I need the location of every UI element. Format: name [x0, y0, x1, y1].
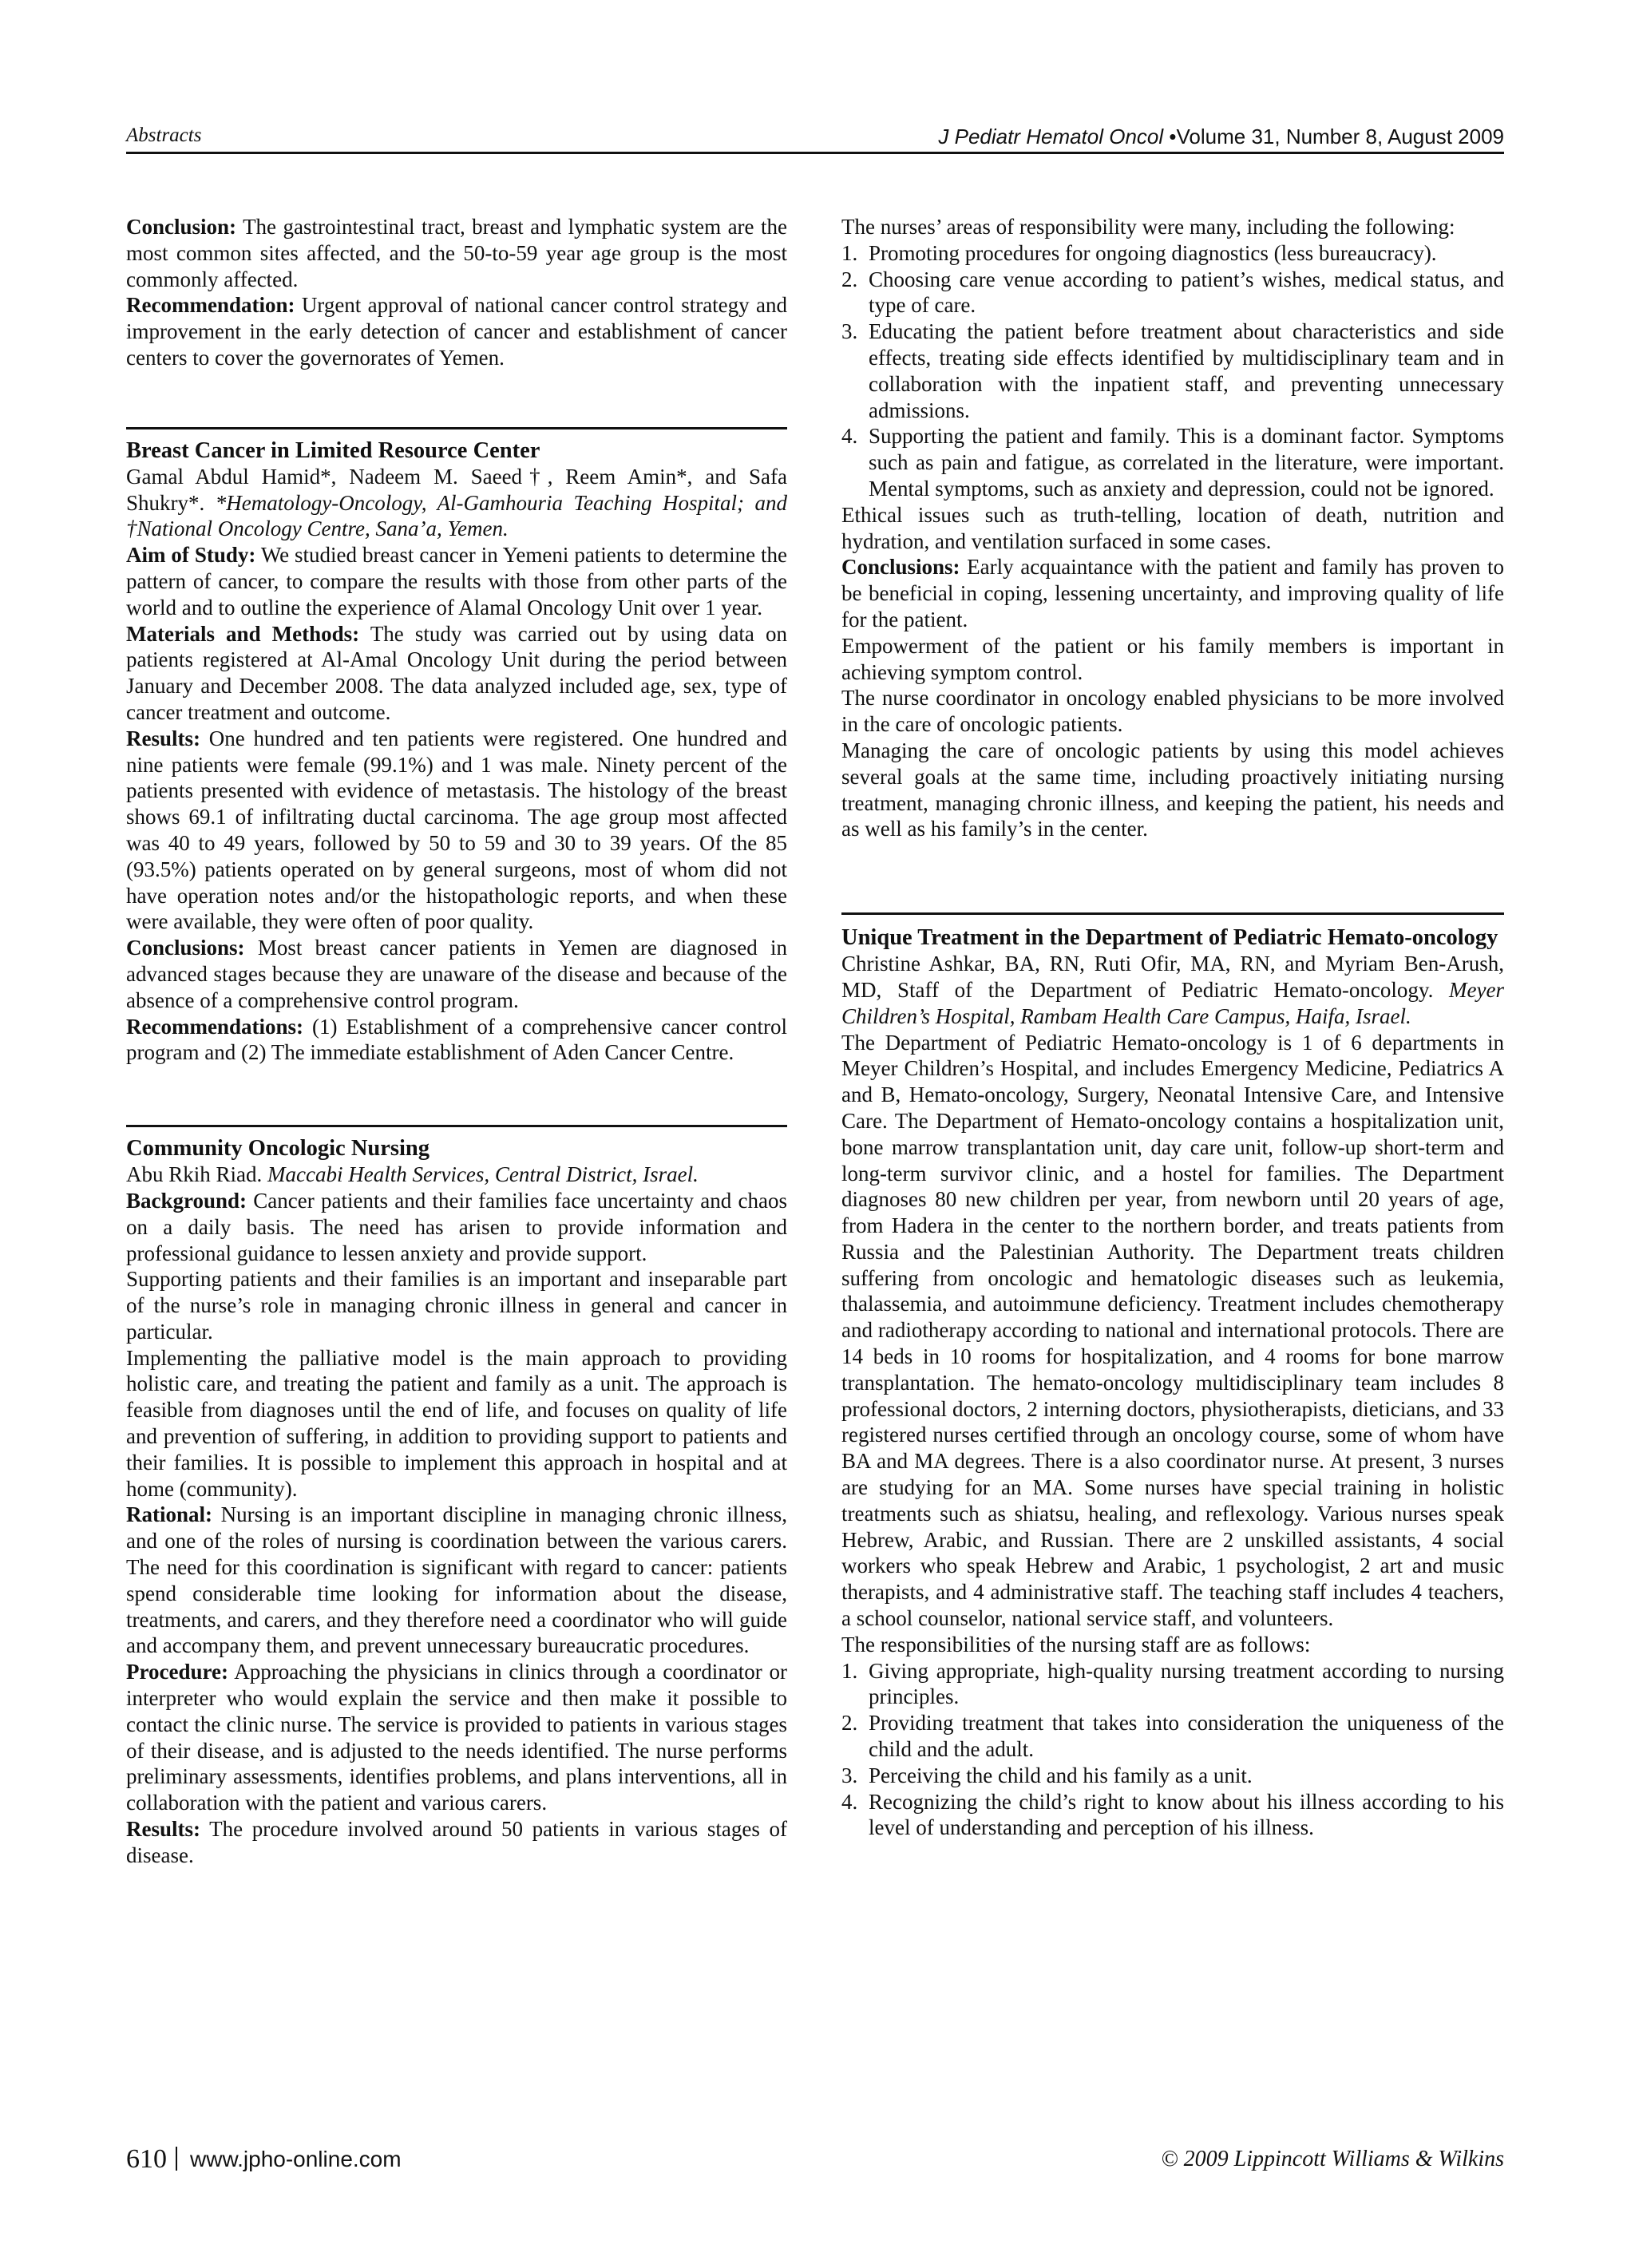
abstract-rule — [126, 1125, 787, 1127]
list-item: 3. Educating the patient before treatment about characteristics and side effects, treating side effects identified by multidisciplinary team and in collaboration with the inpatient staff, and preventing unnecessary admissions. — [841, 319, 1504, 422]
community-resp-list — [841, 240, 1504, 502]
prev-recommendation: Recommendation: Urgent approval of national cancer control strategy and improvement in the early detection of cancer and establishment of cancer centers to cover the governorates of Yemen. — [126, 293, 787, 370]
community-paragraph: Supporting patients and their families is an important and inseparable part of the nurse’s role in managing chronic illness in general and cancer in particular. — [126, 1267, 787, 1344]
list-item: 1. Giving appropriate, high-quality nursing treatment according to nursing principles. — [841, 1658, 1504, 1709]
breast-cancer-results: Results: One hundred and ten patients were registered. One hundred and nine patients were female (99.1%) and 1 was male. Ninety percent of the patients presented with evidence of metastasis. The histology of the breast shows 69.1 of infiltrating ductal carcinoma. The age group most affected was 40 to 49 years, followed by 50 to 59 and 30 to 39 years. Of the 85 (93.5%) patients operated on by general surgeons, most of whom did not have operation notes and/or the histopathologic reports, and when these were available, they were often of poor quality. — [126, 726, 787, 934]
abstract-rule — [841, 912, 1504, 915]
list-item: 4. Recognizing the child’s right to know about his illness according to his level of understanding and perception of his illness. — [841, 1789, 1504, 1840]
page-number: 610 — [126, 2144, 167, 2174]
prev-conclusion: Conclusion: The gastrointestinal tract, breast and lymphatic system are the most common sites affected, and the 50-to-59 year age group is the most commonly affected. — [126, 215, 788, 291]
breast-cancer-recommendations: Recommendations: (1) Establishment of a comprehensive cancer control program and (2) The immediate establishment of Aden Cancer Centre. — [126, 1014, 787, 1065]
footer-separator — [176, 2147, 177, 2171]
list-item: 1. Promoting procedures for ongoing diagnostics (less bureaucracy). — [841, 240, 1437, 265]
abstract-title-community-nursing: Community Oncologic Nursing — [126, 1136, 430, 1162]
journal-citation — [938, 125, 1504, 149]
page-footer — [126, 2144, 1504, 2176]
breast-cancer-methods: Materials and Methods: The study was carried out by using data on patients registered at Al-Amal Oncology Unit during the period between January and December 2008. The data analyzed included age, sex, type of cancer treatment and outcome. — [126, 621, 788, 724]
community-authors: Abu Rkih Riad. Maccabi Health Services, Central District, Israel. — [126, 1162, 699, 1187]
breast-cancer-aim: Aim of Study: We studied breast cancer in Yemeni patients to determine the pattern of cancer, to compare the results with those from other parts of the world and to outline the experience of Alamal Oncology Unit over 1 year. — [126, 543, 788, 619]
list-item: 4. Supporting the patient and family. This is a dominant factor. Symptoms such as pain and fatigue, as correlated in the literature, were important. Mental symptoms, such as anxiety and depression, could not be ignored. — [841, 424, 1504, 501]
abstract-title-breast-cancer: Breast Cancer in Limited Resource Center — [126, 437, 540, 463]
unique-authors: Christine Ashkar, BA, RN, Ruti Ofir, MA, RN, and Myriam Ben-Arush, MD, Staff of the Department of Pediatric Hemato-oncology. Meyer Children’s Hospital, Rambam Health Care Campus, Haifa, Israel. — [841, 952, 1504, 1028]
abstract-title-unique-treatment: Unique Treatment in the Department of Pediatric Hemato-oncology — [841, 925, 1498, 951]
community-managing: Managing the care of oncologic patients by using this model achieves several goals at the same time, including proactively initiating nursing treatment, managing chronic illness, and keeping the patient, his needs and as well as his family’s in the center. — [841, 738, 1504, 841]
list-item: 2. Providing treatment that takes into consideration the uniqueness of the child and the adult. — [841, 1711, 1504, 1762]
unique-affiliation: Meyer Children’s Hospital, Rambam Health Care Campus, Haifa, Israel. — [841, 977, 1504, 1028]
community-coordinator: The nurse coordinator in oncology enabled physicians to be more involved in the care of oncologic patients. — [841, 686, 1504, 737]
community-ethical: Ethical issues such as truth-telling, location of death, nutrition and hydration, and ventilation surfaced in some cases. — [841, 502, 1504, 553]
header-rule — [126, 152, 1504, 154]
copyright: © 2009 Lippincott Williams & Wilkins — [1161, 2147, 1504, 2171]
community-paragraph: Implementing the palliative model is the main approach to providing holistic care, and treating the patient and family as a unit. The approach is feasible from diagnoses until the end of life, and focuses on quality of life and prevention of suffering, in addition to providing support to patients and their families. It is possible to implement this approach in hospital and at home (community). — [126, 1345, 787, 1501]
community-background: Background: Cancer patients and their families face uncertainty and chaos on a daily basis. The need has arisen to provide information and professional guidance to lessen anxiety and provide support. — [126, 1188, 787, 1265]
community-resp-intro: The nurses’ areas of responsibility were many, including the following: — [841, 215, 1455, 239]
unique-body: The Department of Pediatric Hemato-oncology is 1 of 6 departments in Meyer Children’s Hospital, and includes Emergency Medicine, Pediatrics A and B, Hemato-oncology, Surgery, Neonatal Intensive Care, and Intensive Care. The Department of Hemato-oncology contains a hospitalization unit, bone marrow transplantation unit, day care unit, follow-up short-term and long-term survivor clinic, and a hostel for families. The Department diagnoses 80 new children per year, from newborn until 20 years of age, from Hadera in the center to the northern border, and treats patients from Russia and the Palestinian Authority. The Department treats children suffering from oncologic and hematologic diseases such as leukemia, thalassemia, and autoimmune deficiency. Treatment includes chemotherapy and radiotherapy according to national and international protocols. There are 14 beds in 10 rooms for hospitalization, and 4 rooms for bone marrow transplantation. The hemato-oncology multidisciplinary team includes 8 professional doctors, 2 interning doctors, physiotherapists, dieticians, and 33 registered nurses certified through an oncology course, some of whom have BA and MA degrees. There is a also coordinator nurse. At present, 3 nurses are studying for an MA. Some nurses have special training in holistic treatments such as shiatsu, healing, and reflexology. Various nurses speak Hebrew, Arabic, and Russian. There are 2 unskilled assistants, 4 social workers who speak Hebrew and Arabic, 1 psychologist, 2 art and music therapists, and 4 administrative staff. The teaching staff includes 4 teachers, a school counselor, national service staff, and volunteers. — [841, 1030, 1504, 1631]
community-empowerment: Empowerment of the patient or his family members is important in achieving symptom control. — [841, 633, 1504, 684]
unique-resp-list — [841, 1658, 1504, 1842]
list-item: 3. Perceiving the child and his family as a unit. — [841, 1763, 1253, 1787]
prev-conclusion-label: Conclusion: — [126, 215, 237, 239]
journal-url[interactable]: www.jpho-online.com — [190, 2147, 402, 2171]
community-results: Results: The procedure involved around 50 patients in various stages of disease. — [126, 1817, 788, 1867]
journal-issue: •Volume 31, Number 8, August 2009 — [1169, 125, 1504, 148]
community-conclusions: Conclusions: Early acquaintance with the patient and family has proven to be beneficial in coping, lessening uncertainty, and improving quality of life for the patient. — [841, 555, 1505, 631]
running-header — [126, 120, 1504, 153]
unique-resp-intro: The responsibilities of the nursing staff are as follows: — [841, 1632, 1311, 1656]
breast-cancer-authors: Gamal Abdul Hamid*, Nadeem M. Saeed†, Reem Amin*, and Safa Shukry*. *Hematology-Oncology, Al-Gamhouria Teaching Hospital; and †National Oncology Centre, Sana’a, Yemen. — [126, 464, 788, 541]
community-rational: Rational: Nursing is an important discipline in managing chronic illness, and one of the roles of nursing is coordination between the various carers. The need for this coordination is significant with regard to cancer: patients spend considerable time looking for information about the disease, treatments, and carers, and they therefore need a coordinator who will guide and accompany them, and prevent unnecessary bureaucratic procedures. — [126, 1502, 788, 1658]
right-column — [841, 214, 1504, 1841]
breast-cancer-conclusions: Conclusions: Most breast cancer patients in Yemen are diagnosed in advanced stages because they are unaware of the disease and because of the absence of a comprehensive control program. — [126, 936, 788, 1012]
breast-cancer-affiliation: *Hematology-Oncology, Al-Gamhouria Teaching Hospital; and †National Oncology Centre, Sana’a, Yemen. — [126, 490, 788, 541]
community-procedure: Procedure: Approaching the physicians in clinics through a coordinator or interpreter who would explain the service and then make it possible to contact the clinic nurse. The service is provided to patients in various stages of their disease, and is adjusted to the needs identified. The nurse performs preliminary assessments, identifies problems, and plans interventions, all in collaboration with the patient and various carers. — [126, 1660, 787, 1815]
abstract-rule — [126, 427, 787, 429]
list-item: 2. Choosing care venue according to patient’s wishes, medical status, and type of care. — [841, 267, 1504, 318]
prev-recommendation-label: Recommendation: — [126, 293, 295, 318]
section-label: Abstracts — [126, 125, 202, 146]
left-column — [126, 214, 787, 1869]
community-affiliation: Maccabi Health Services, Central District, Israel. — [267, 1162, 699, 1187]
journal-name: J Pediatr Hematol Oncol — [938, 125, 1164, 148]
